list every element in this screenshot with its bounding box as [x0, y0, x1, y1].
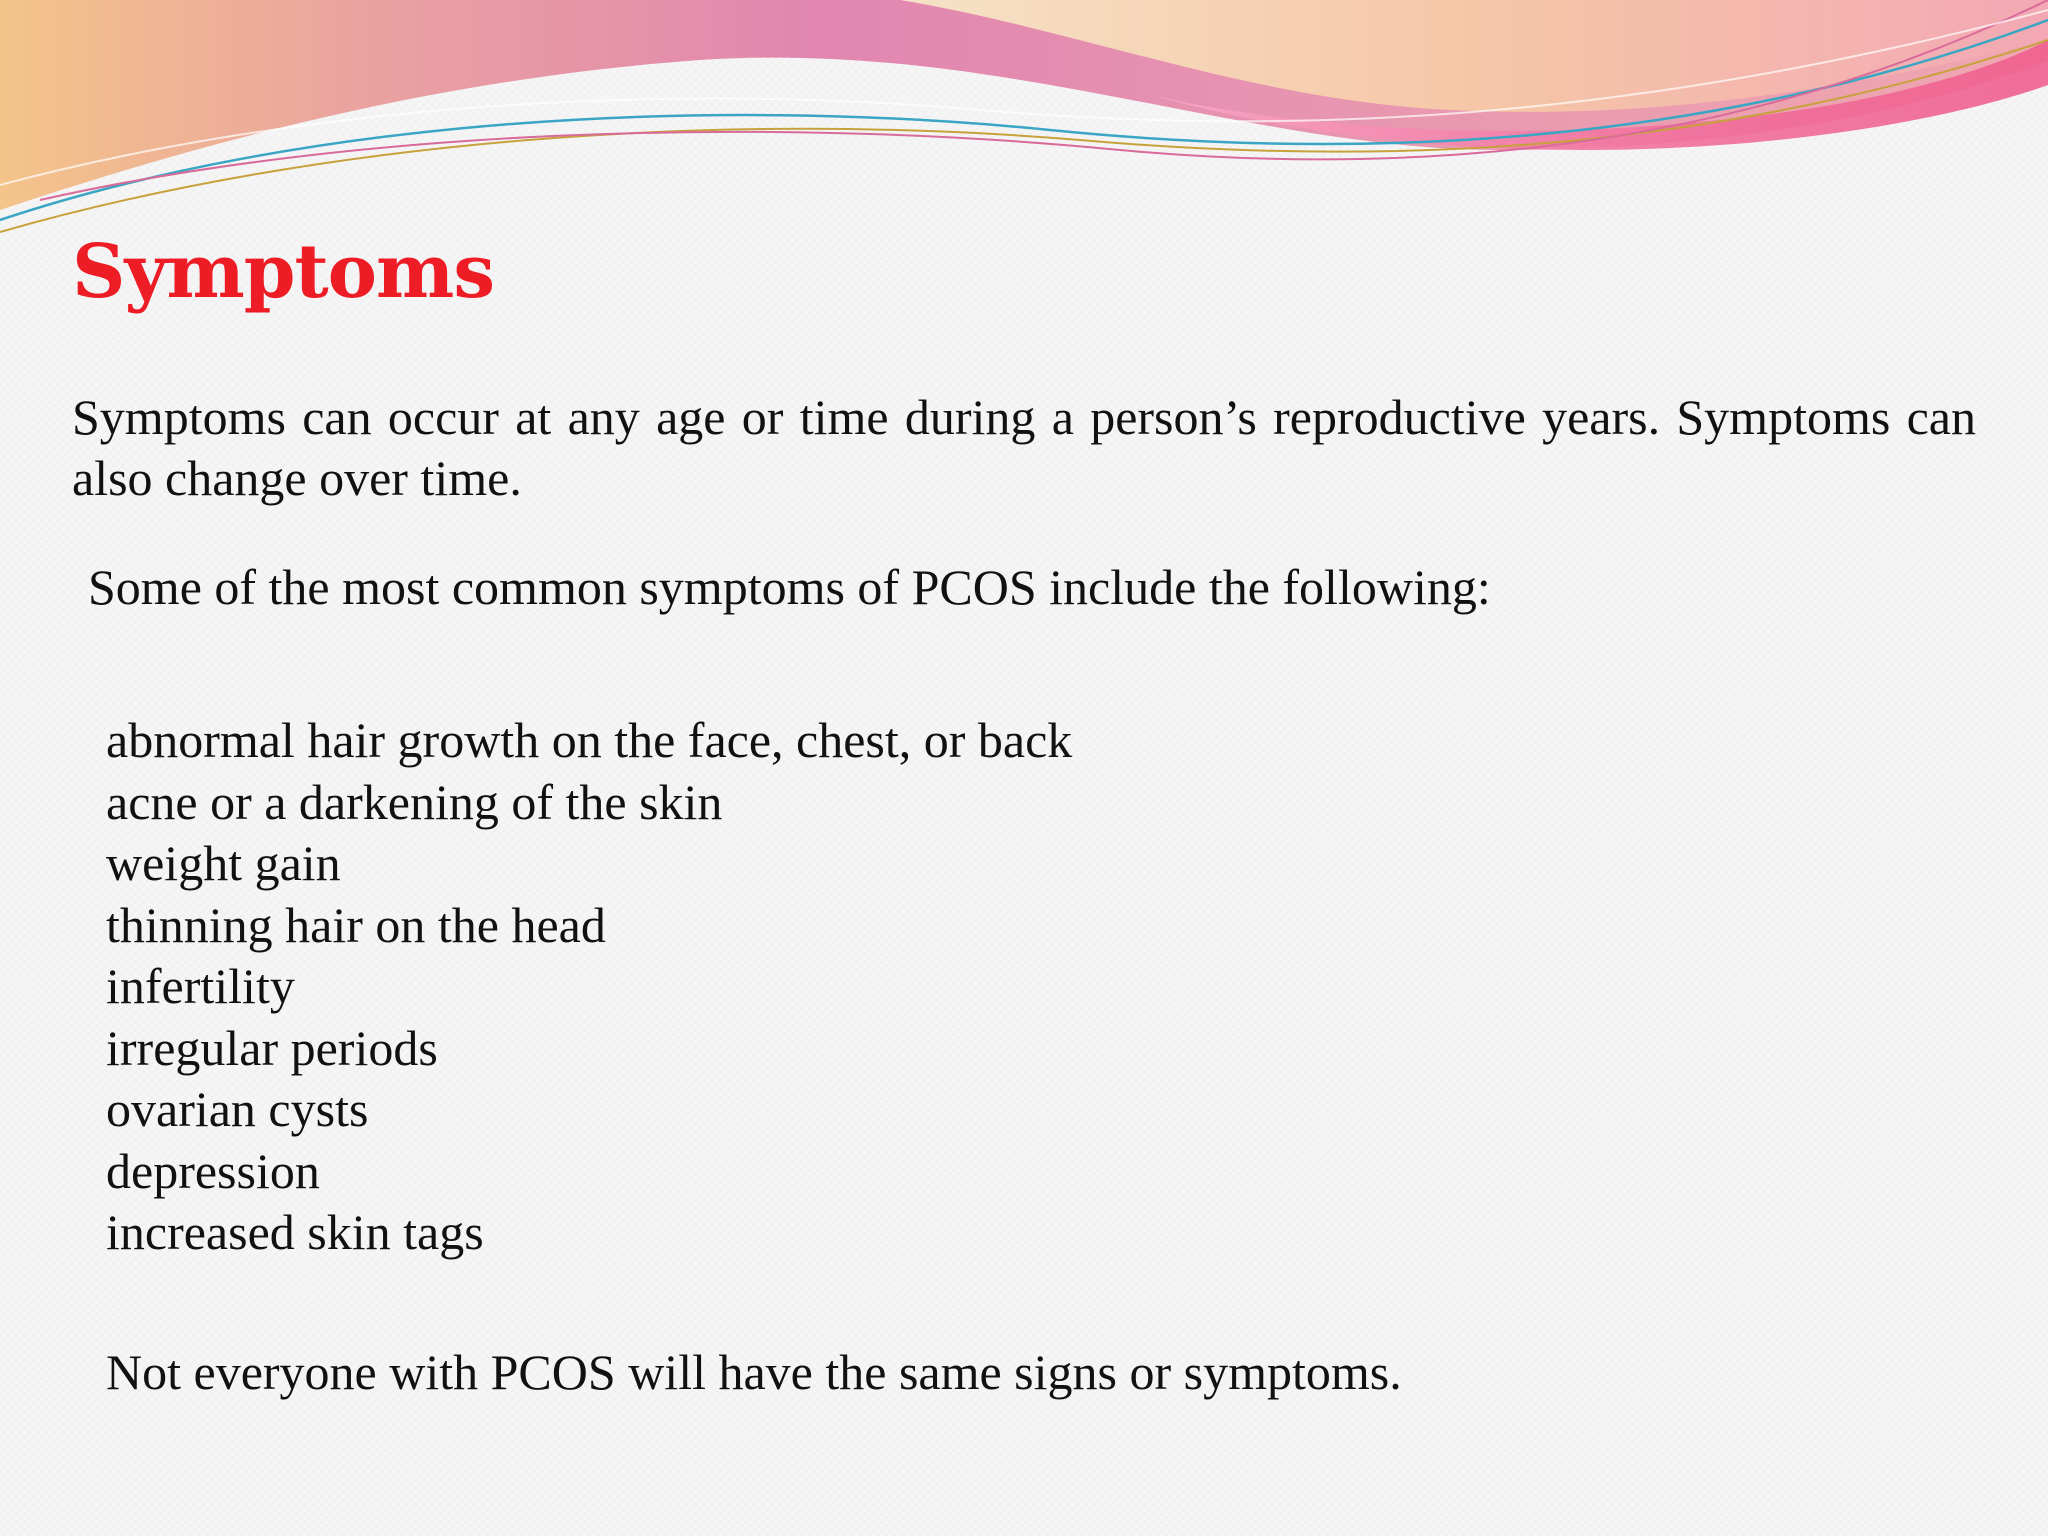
closing-sentence: Not everyone with PCOS will have the same signs or symptoms.: [106, 1344, 1402, 1400]
symptom-list: [106, 710, 1072, 1264]
list-item: depression: [106, 1142, 320, 1199]
slide-title: Symptoms: [72, 229, 494, 315]
intro-paragraph: Symptoms can occur at any age or time during a person’s reproductive years. Symptoms can also change over time.: [72, 389, 1976, 506]
list-item: ovarian cysts: [106, 1081, 369, 1137]
list-item: thinning hair on the head: [106, 896, 606, 953]
list-item: irregular periods: [106, 1019, 438, 1076]
list-item: abnormal hair growth on the face, chest, or back: [106, 712, 1073, 768]
list-item: weight gain: [106, 835, 341, 891]
list-item: increased skin tags: [106, 1204, 484, 1260]
list-item: acne or a darkening of the skin: [106, 773, 723, 830]
list-item: infertility: [106, 958, 295, 1014]
lead-sentence: Some of the most common symptoms of PCOS include the following:: [88, 559, 1491, 615]
decorative-wave-banner: [0, 0, 2048, 240]
